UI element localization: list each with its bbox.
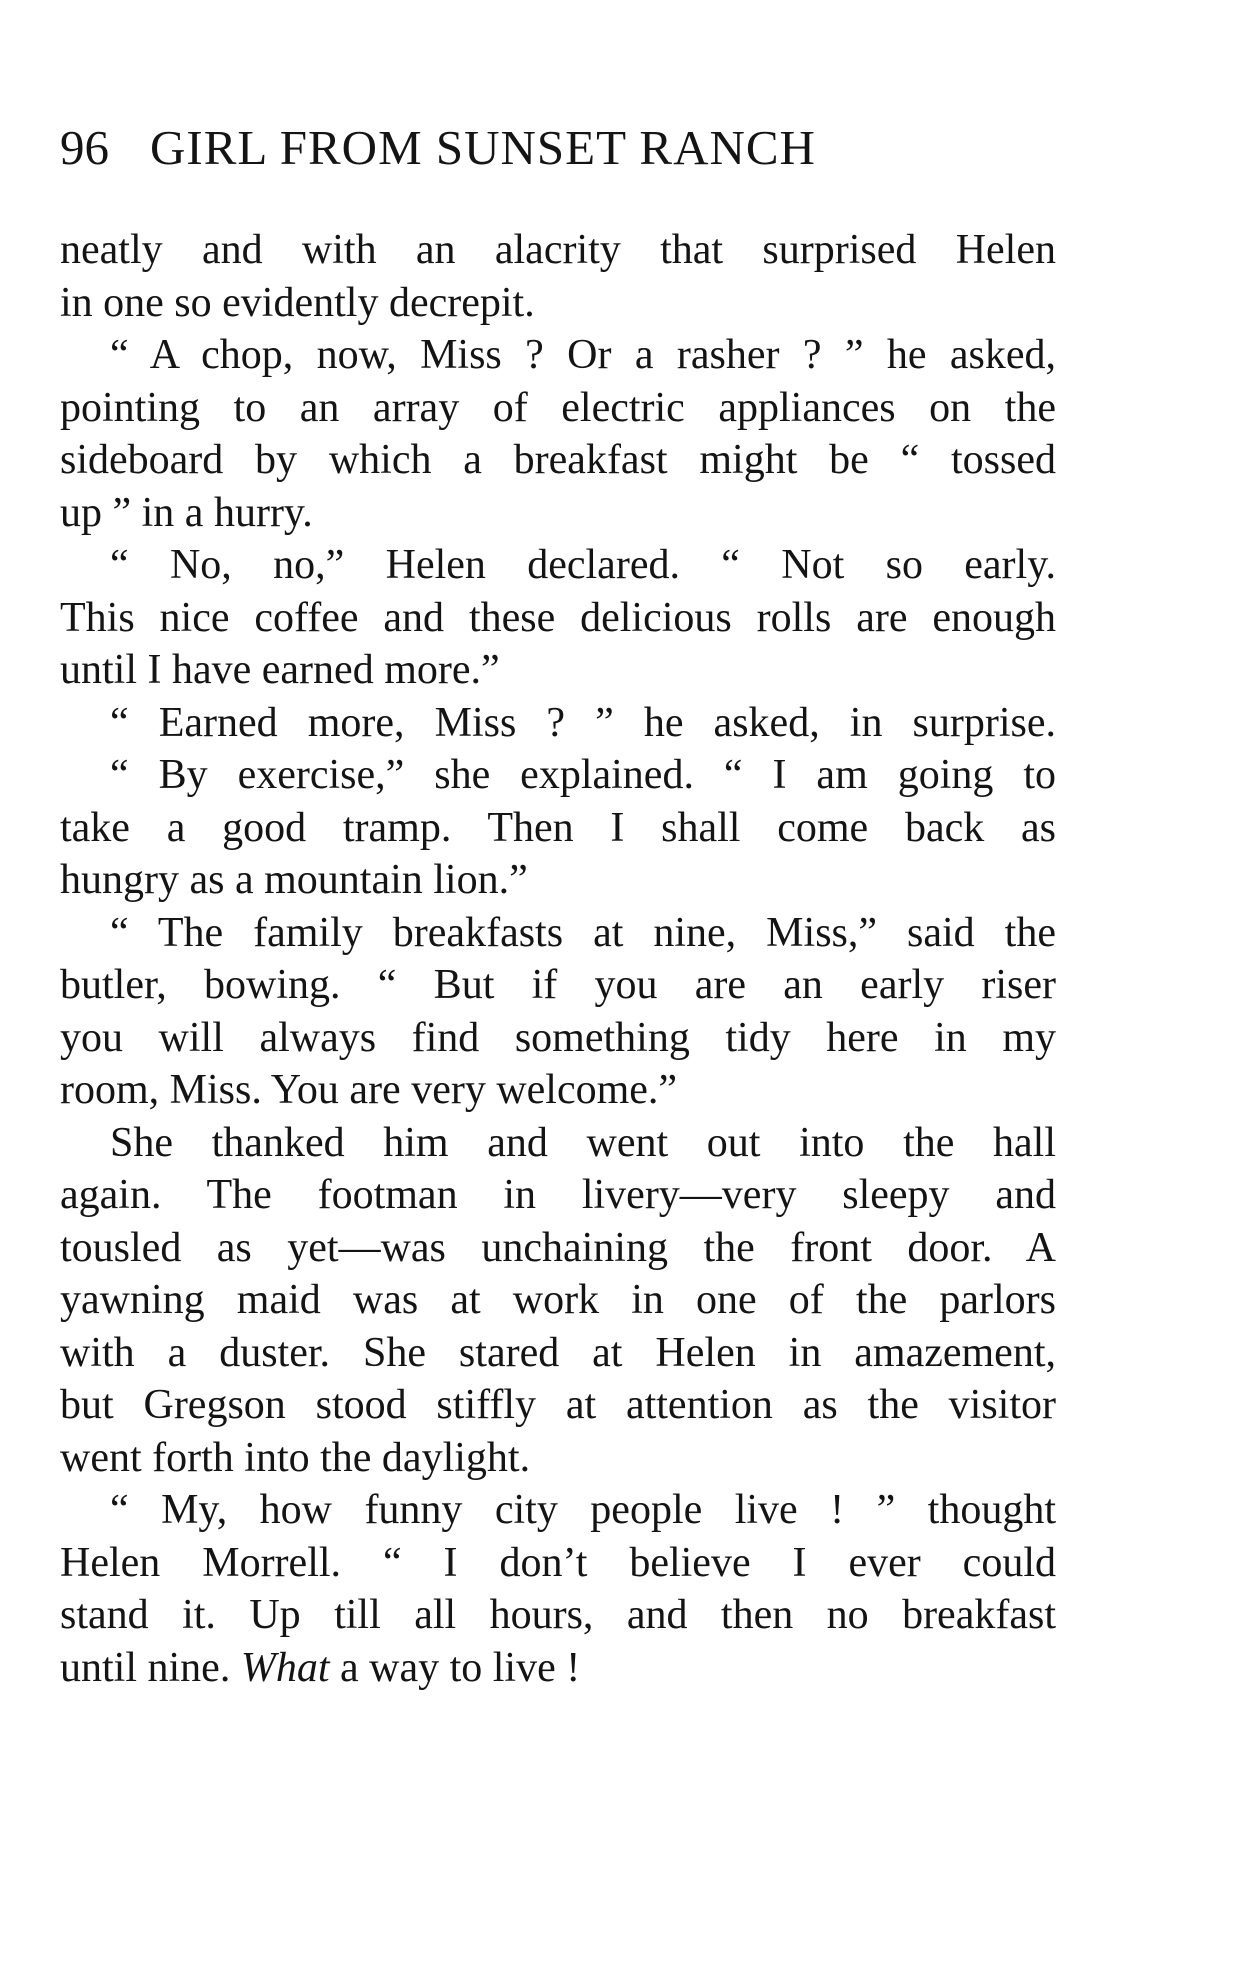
text-line: until I have earned more.”: [60, 647, 500, 693]
text-line: hungry as a mountain lion.”: [60, 857, 528, 903]
running-title: GIRL FROM SUNSET RANCH: [150, 120, 816, 175]
text-line: “ No, no,” Helen declared. “ Not so early.: [110, 542, 1056, 588]
text-line: you will always find something tidy here in my: [60, 1014, 1056, 1061]
text-line: neatly and with an alacrity that surprised Helen: [60, 227, 1056, 273]
text-line: room, Miss. You are very welcome.”: [60, 1067, 678, 1113]
text-line: She thanked him and went out into the hall: [110, 1119, 1056, 1166]
text-line: again. The footman in livery—very sleepy and: [60, 1172, 1056, 1218]
text-line: stand it. Up till all hours, and then no breakfast: [60, 1592, 1056, 1638]
text-line: butler, bowing. “ But if you are an early riser: [60, 962, 1056, 1008]
text-line: in one so evidently decrepit.: [60, 279, 535, 326]
text-line: “ A chop, now, Miss ? Or a rasher ? ” he asked,: [110, 332, 1056, 378]
text-line: with a duster. She stared at Helen in amazement,: [60, 1329, 1056, 1376]
text-line: pointing to an array of electric appliances on the: [60, 384, 1056, 431]
emphasized-word: What: [240, 1644, 330, 1691]
final-text-line: [60, 1642, 1056, 1695]
text-line: yawning maid was at work in one of the parlors: [60, 1277, 1056, 1323]
text-line: “ By exercise,” she explained. “ I am going to: [110, 752, 1056, 798]
page-header: [60, 118, 1060, 178]
text-line: Helen Morrell. “ I don’t believe I ever could: [60, 1539, 1056, 1586]
text-line: tousled as yet—was unchaining the front door. A: [60, 1224, 1056, 1271]
page-number: 96: [60, 120, 109, 175]
text-line: take a good tramp. Then I shall come back as: [60, 804, 1056, 851]
final-line-start: until nine.: [60, 1644, 241, 1691]
body-text: [60, 224, 1056, 1694]
text-line: This nice coffee and these delicious rolls are enough: [60, 594, 1056, 641]
text-line: went forth into the daylight.: [60, 1434, 531, 1481]
text-line: sideboard by which a breakfast might be “ tossed: [60, 437, 1056, 483]
text-line: up ” in a hurry.: [60, 489, 313, 536]
final-line-end: a way to live !: [329, 1644, 581, 1691]
text-line: “ My, how funny city people live ! ” thought: [110, 1487, 1056, 1533]
text-line: “ The family breakfasts at nine, Miss,” said the: [110, 909, 1056, 956]
text-line: “ Earned more, Miss ? ” he asked, in surprise.: [110, 699, 1056, 746]
text-line: but Gregson stood stiffly at attention as the visitor: [60, 1382, 1056, 1428]
